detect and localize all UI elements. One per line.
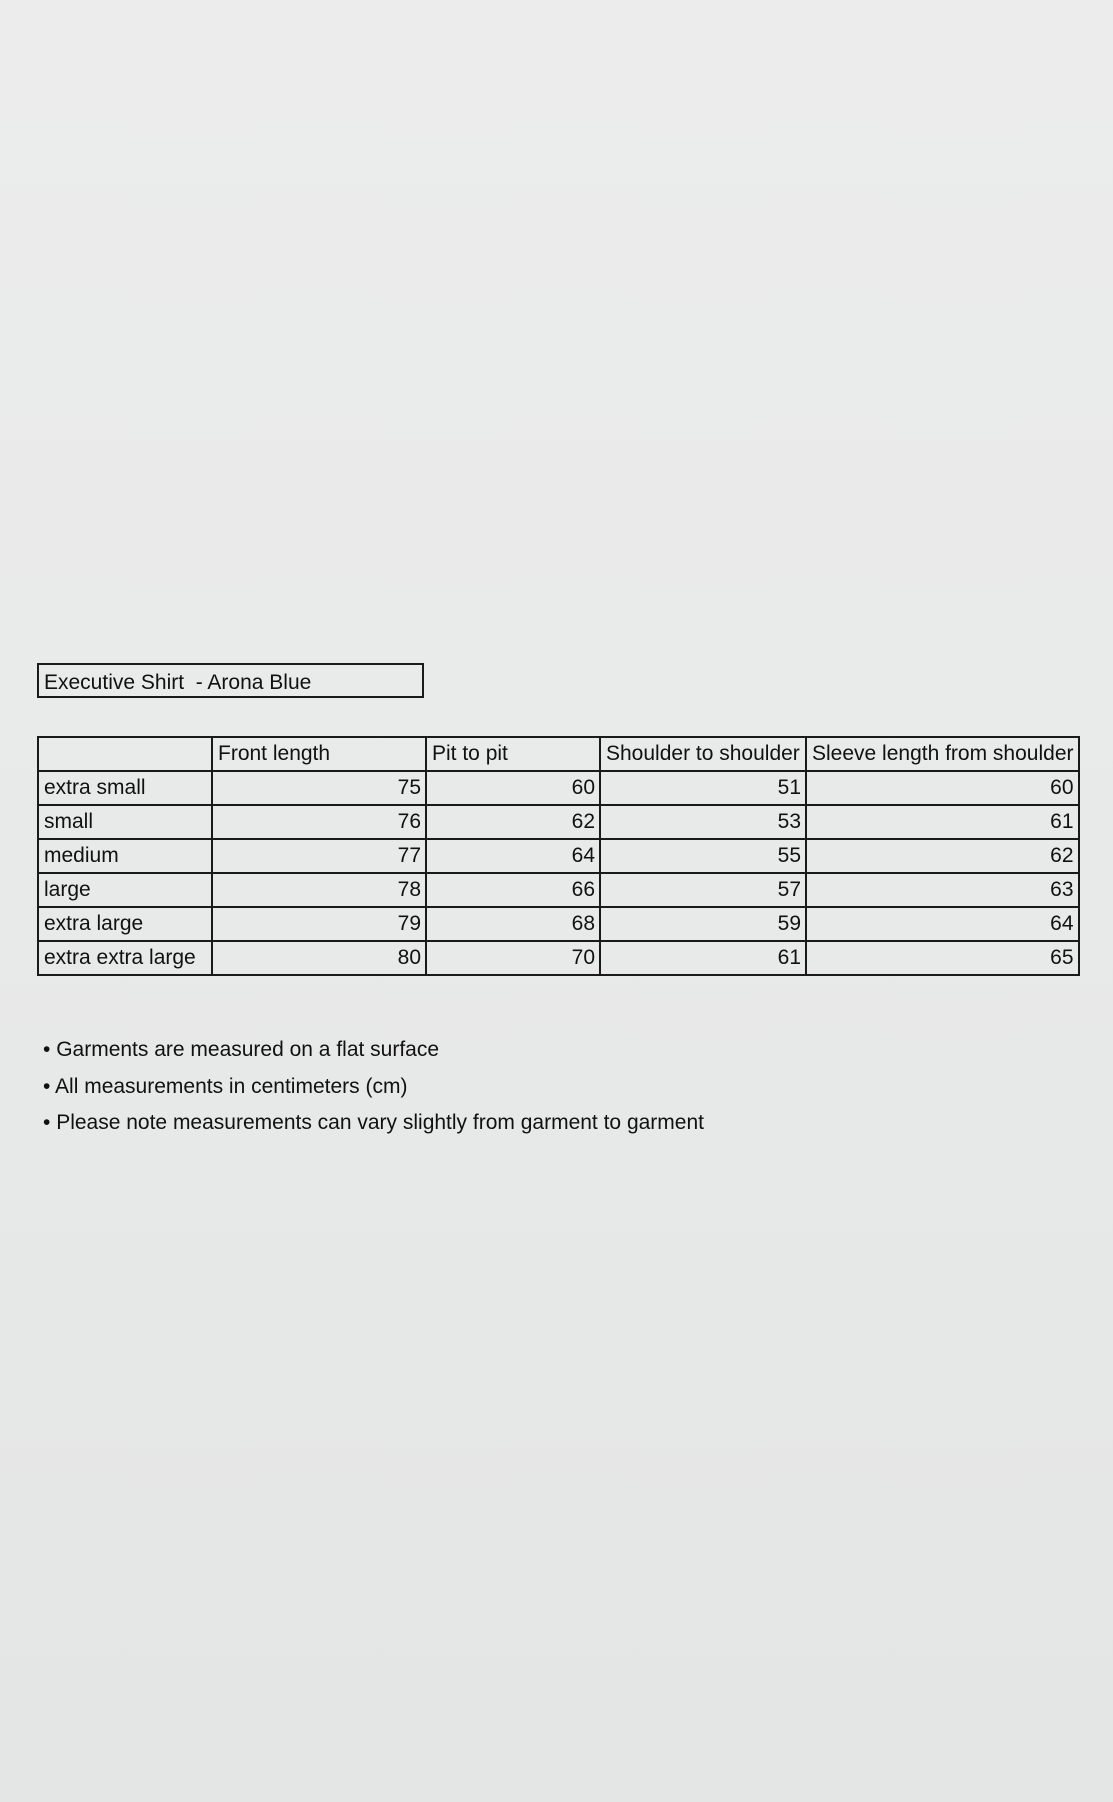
shoulder-value: 59	[600, 907, 806, 941]
pit-to-pit-value: 66	[426, 873, 600, 907]
sleeve-length-value: 64	[806, 907, 1079, 941]
header-cell-size	[38, 737, 212, 771]
shoulder-value: 53	[600, 805, 806, 839]
front-length-value: 80	[212, 941, 426, 975]
size-label: extra small	[38, 771, 212, 805]
note-item: • All measurements in centimeters (cm)	[43, 1069, 704, 1106]
front-length-value: 77	[212, 839, 426, 873]
sleeve-length-value: 63	[806, 873, 1079, 907]
size-label: medium	[38, 839, 212, 873]
shoulder-value: 61	[600, 941, 806, 975]
pit-to-pit-value: 60	[426, 771, 600, 805]
size-label: large	[38, 873, 212, 907]
front-length-value: 78	[212, 873, 426, 907]
table-row	[38, 907, 1079, 941]
pit-to-pit-value: 70	[426, 941, 600, 975]
pit-to-pit-value: 64	[426, 839, 600, 873]
sleeve-length-value: 62	[806, 839, 1079, 873]
table-header-row	[38, 737, 1079, 771]
table-row	[38, 839, 1079, 873]
note-item: • Please note measurements can vary slightly from garment to garment	[43, 1105, 704, 1142]
size-table	[37, 736, 1080, 976]
measurement-notes	[43, 1032, 704, 1142]
front-length-value: 79	[212, 907, 426, 941]
pit-to-pit-value: 62	[426, 805, 600, 839]
table-row	[38, 771, 1079, 805]
shoulder-value: 55	[600, 839, 806, 873]
front-length-value: 76	[212, 805, 426, 839]
note-item: • Garments are measured on a flat surface	[43, 1032, 704, 1069]
sleeve-length-value: 65	[806, 941, 1079, 975]
table-row	[38, 805, 1079, 839]
pit-to-pit-value: 68	[426, 907, 600, 941]
header-cell-sleeve-length: Sleeve length from shoulder	[806, 737, 1079, 771]
front-length-value: 75	[212, 771, 426, 805]
size-label: small	[38, 805, 212, 839]
shoulder-value: 57	[600, 873, 806, 907]
sleeve-length-value: 61	[806, 805, 1079, 839]
table-row	[38, 873, 1079, 907]
header-cell-pit-to-pit: Pit to pit	[426, 737, 600, 771]
shoulder-value: 51	[600, 771, 806, 805]
size-label: extra large	[38, 907, 212, 941]
table-row	[38, 941, 1079, 975]
size-label: extra extra large	[38, 941, 212, 975]
header-cell-front-length: Front length	[212, 737, 426, 771]
header-cell-shoulder-to-shoulder: Shoulder to shoulder	[600, 737, 806, 771]
product-title: Executive Shirt - Arona Blue	[37, 663, 424, 698]
sleeve-length-value: 60	[806, 771, 1079, 805]
